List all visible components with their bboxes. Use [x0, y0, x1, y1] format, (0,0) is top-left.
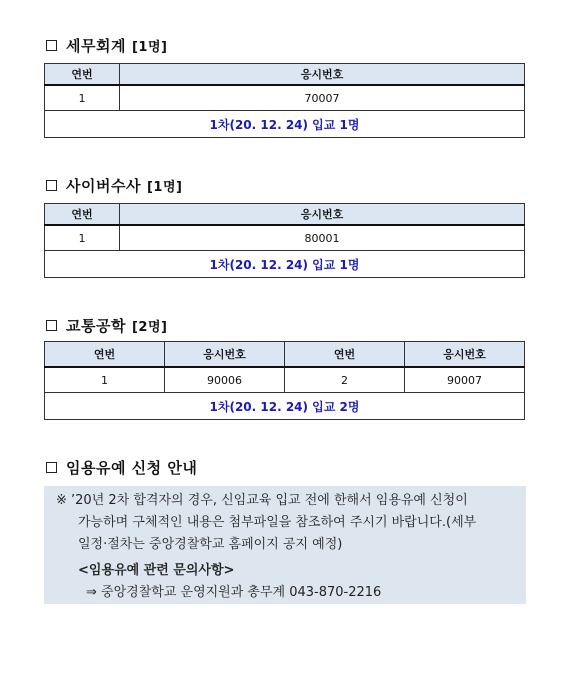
section-count: [1명] [146, 180, 183, 195]
section-count: [2명] [131, 320, 168, 335]
table-traffic-engineering [44, 341, 525, 420]
total-entry: 1차(20. 12. 24) 입교 1명 [45, 251, 525, 278]
section-title-traffic-engineering [46, 315, 167, 336]
header-serial: 연번 [45, 342, 165, 368]
table-tax-accounting [44, 63, 525, 138]
table-header-row [45, 204, 525, 226]
table-row [45, 367, 525, 393]
section-title-text: 사이버수사 [66, 177, 141, 195]
table-cyber-investigation [44, 203, 525, 278]
header-exam-number: 응시번호 [405, 342, 525, 368]
checkbox-square-icon [46, 320, 57, 331]
checkbox-square-icon [46, 180, 57, 191]
cell-serial: 1 [45, 367, 165, 393]
header-serial: 연번 [285, 342, 405, 368]
checkbox-square-icon [46, 462, 57, 473]
section-title-text: 교통공학 [66, 317, 126, 335]
notice-line-1: ※ ’20년 2차 합격자의 경우, 신임교육 입교 전에 한해서 임용유예 신청이 [56, 493, 468, 508]
section-title-deferment-notice [46, 457, 197, 478]
section-title-tax-accounting [46, 35, 167, 56]
section-title-text: 세무회계 [66, 37, 126, 55]
checkbox-square-icon [46, 40, 57, 51]
cell-serial: 1 [45, 85, 120, 111]
cell-serial: 1 [45, 225, 120, 251]
table-total-row [45, 393, 525, 420]
contact-heading: <임용유예 관련 문의사항> [78, 563, 235, 578]
notice-line-3: 일정·절차는 중앙경찰학교 홈페이지 공지 예정) [78, 537, 343, 552]
table-header-row [45, 64, 525, 86]
cell-serial: 2 [285, 367, 405, 393]
table-total-row [45, 251, 525, 278]
notice-line-2: 가능하며 구체적인 내용은 첨부파일을 참조하여 주시기 바랍니다.(세부 [78, 515, 477, 530]
table-row [45, 85, 525, 111]
total-entry: 1차(20. 12. 24) 입교 2명 [45, 393, 525, 420]
table-row [45, 225, 525, 251]
section-count: [1명] [131, 40, 168, 55]
header-exam-number: 응시번호 [120, 64, 525, 86]
cell-exam-number: 90007 [405, 367, 525, 393]
header-serial: 연번 [45, 64, 120, 86]
notice-box [44, 486, 526, 604]
contact-line: ⇒ 중앙경찰학교 운영지원과 총무계 043-870-2216 [86, 585, 382, 600]
notice-title: 임용유예 신청 안내 [66, 459, 198, 477]
total-entry: 1차(20. 12. 24) 입교 1명 [45, 111, 525, 138]
cell-exam-number: 70007 [120, 85, 525, 111]
header-serial: 연번 [45, 204, 120, 226]
cell-exam-number: 90006 [165, 367, 285, 393]
table-header-row [45, 342, 525, 368]
table-total-row [45, 111, 525, 138]
section-title-cyber-investigation [46, 175, 182, 196]
header-exam-number: 응시번호 [165, 342, 285, 368]
cell-exam-number: 80001 [120, 225, 525, 251]
header-exam-number: 응시번호 [120, 204, 525, 226]
